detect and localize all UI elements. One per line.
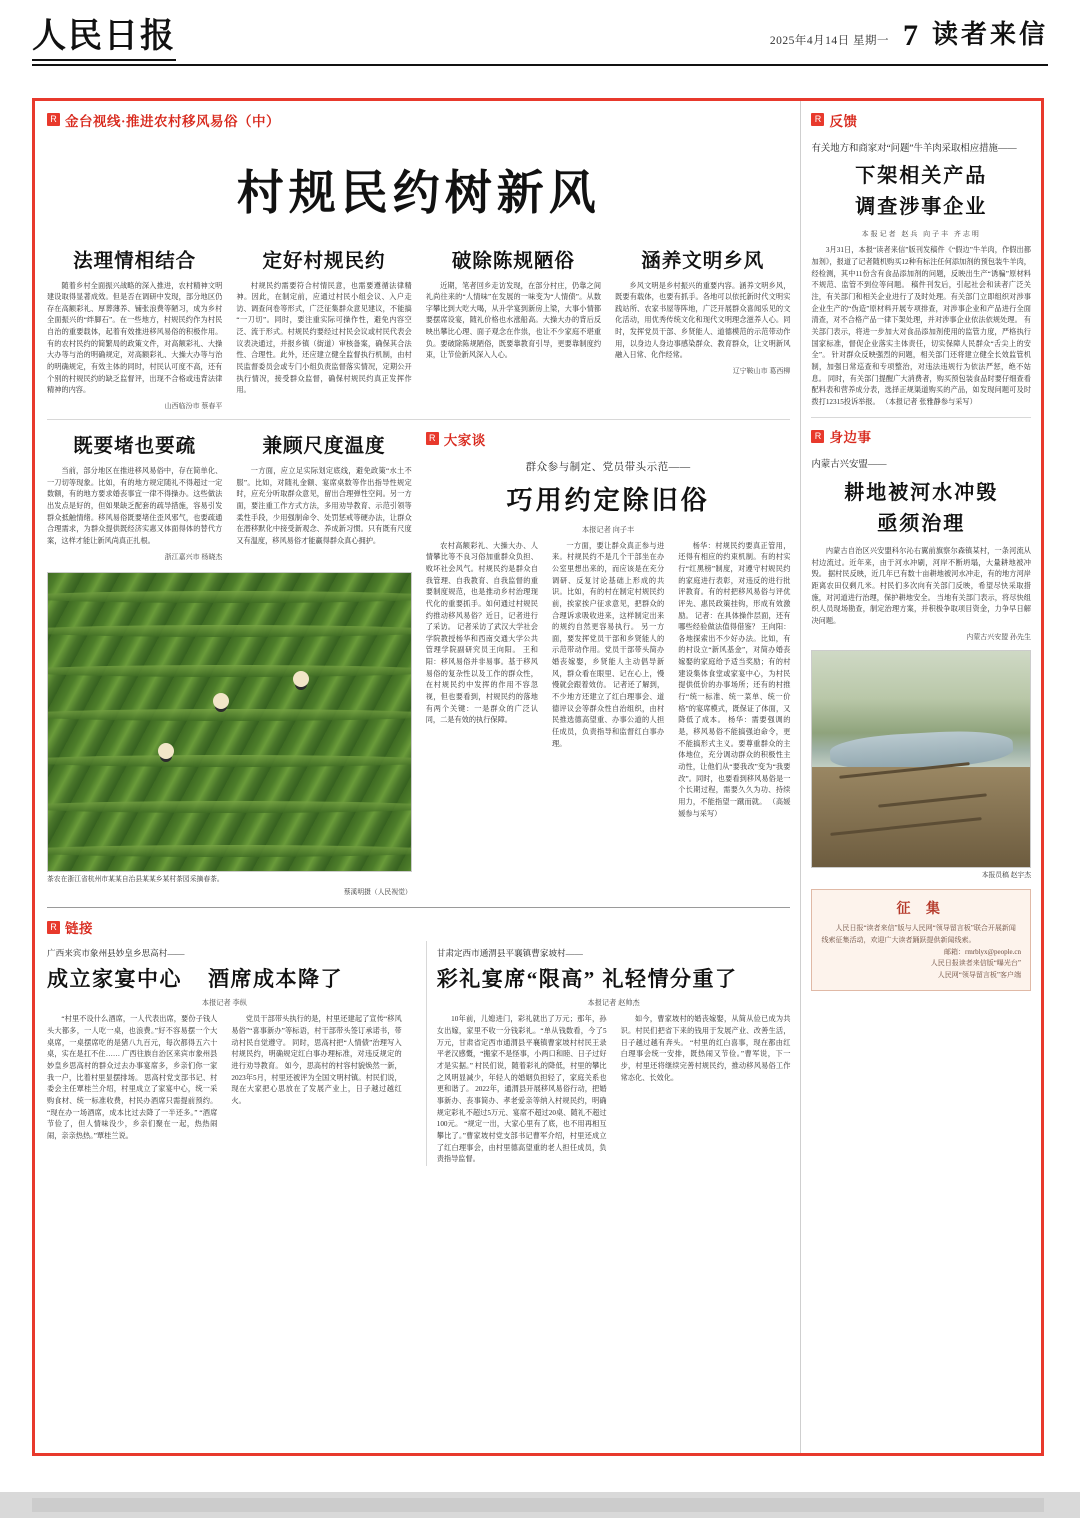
riverbank-shape [812,767,1030,866]
article-body: 一方面，应立足实际划定底线，避免政策“水土不服”。比如，对随礼金额、宴席桌数等作出指导性规定时，应充分听取群众意见，留出合理弹性空间。另一方面，要注重工作方式方法，多用劝导教育、示范引领等柔性手段，少用强制命令、处罚惩戒等硬办法，让群众在潜移默化中接受新观念、养成新习惯。只有既有尺度又有温度，移风易俗才能赢得群众真心拥护。 [236,467,412,545]
feedback-title-line2: 调查涉事企业 [855,196,988,219]
link-label: 链接 [65,921,93,937]
feedback-lead: 有关地方和商家对“问题”牛羊肉采取相应措施—— [811,143,1017,154]
article-body: 随着乡村全面振兴战略的深入推进，农村精神文明建设取得显著成效。但是否在调研中发现，部分地区仍存在高额彩礼、厚葬薄养、铺张浪费等陋习，成为乡村全面振兴的“绊脚石”。在一些地方，村规民约作为村民自治的重要载体，起着有效推进移风易俗的积极作用。有的农村民约的简繁局的政策文件，对高额彩礼、大操大办等与治的明确规定，对高额彩礼、大操大办等与治的明确规定，有效主体的同时，村民认可度不高，还有个别的村规民约的缺乏监督评，出现不合格或违背法律精神的内容。 [47,281,223,395]
feedback-byline: 本报记者 赵兵 向子丰 齐志明 [861,230,981,239]
issue-date: 2025年4月14日 星期一 [769,35,889,47]
article-cell [615,243,790,412]
newspaper-logo: 人民日报 [32,8,176,61]
article-body: 近期，笔者回乡走访发现，在部分村庄，仍靠之间礼尚往来的“人情味”在发展的一味变为“人情债”。从数字攀比到大吃大喝，从升学宴到新房上梁，大事小情都要摆席设宴，随礼价格也水涨船高。大操大办的背后反映出攀比心理、面子观念在作祟，也让不少家庭不堪重负。要破除陈规陋俗，既要靠教育引导，更要靠制度约束，让节俭新风深入人心。 [425,281,602,360]
photo-caption: 茶农在浙江省杭州市某某自治县某某乡某村茶园采摘春茶。 [47,875,224,883]
footer-bar [0,1492,1080,1518]
main-headline: 村规民约树新风 [236,167,601,220]
article-title: 既要堵也要疏 [73,436,197,458]
footer-inner [32,1498,1044,1512]
forum-column: 农村高额彩礼、大操大办、人情攀比等不良习俗加重群众负担、败坏社会风气。村规民约是群众自我管理、自我教育、自我监督的重要制度规范，也是推动乡村治理现代化的重要抓手。如何通过村规民约推动移风易俗？近日，记者进行了采访。 记者采访了武汉大学社会学院教授杨华和西南交通大学公共管理学院副研究员王向阳。 王和阳：移风易俗并非易事。基于移风易俗的复杂性以及工作的群众性，在村规民约中发挥的作用不容忽视，但也要看到，村规民约的落地有两个关键：一是群众的广泛认同，二是有效的执行保障。 [425,541,538,725]
link-title-pair [47,963,402,993]
nearby-flag [811,426,871,446]
link-flag [47,917,93,937]
article-title: 涵养文明乡风 [641,250,765,272]
article-cell [47,243,222,412]
link-byline: 本报记者 赵帅杰 [587,999,640,1008]
feedback-label: 反馈 [829,113,858,129]
article-title: 定好村规民约 [262,250,386,272]
flag-mark-icon: R [426,432,439,445]
article-byline: 浙江嘉兴市 杨晓杰 [164,552,223,561]
flag-mark-icon: R [811,113,824,126]
notice-contact-app: 人民网“领导留言板”客户端 [937,971,1021,980]
forum-title: 巧用约定除旧俗 [506,485,710,515]
nearby-body: 内蒙古自治区兴安盟科尔沁右翼前旗察尔森镇某村，一条河流从村边流过。近年来，由于河水冲刷，河岸不断坍塌，大量耕地被冲毁。 据村民反映，近几年已有数十亩耕地被河水冲走，有的地方河岸距离农田仅剩几米。村民们多次向有关部门反映，希望尽快采取措施，对河道进行治理，保护耕地安全。 当地有关部门表示，将尽快组织人员现场勘查，制定治理方案，并积极争取项目资金，力争早日解决问题。 [811,547,1031,626]
article-row-2a [47,428,412,562]
flag-mark-icon: R [47,113,60,126]
page-number: 7 [902,19,918,52]
link-body-column: “村里不设什么酒席，一人代表出席，要份子钱人头大都多，一人吃一桌，也浪费。”好不容易摆一个大桌席，一桌摆席吃的是猪八九百元，每次都得五六十桌，实在是扛不住…… 广西往族自治区来宾市象州县妙皇乡思高村的群众过去办事宴席多，乡亲们你一家我一户，比着村里显摆排场。 思高村党支部书记、村委会主任覃桂兰介绍，村里成立了家宴中心，统一采购食材、统一标准收费，村民办酒席只需提前预约。“现在办一场酒席，成本比过去降了一半还多。” “酒席节俭了，但人情味没少，乡亲们聚在一起，热热闹闹，亲亲热热。”覃桂兰说。 [47,1015,218,1140]
masthead-divider [32,64,1048,66]
riverbank-photo [811,650,1031,868]
article-body: 当前，部分地区在推进移风易俗中，存在简单化、一刀切等现象。比如，有的地方规定随礼不得超过一定数额，有的地方要求婚丧事宜一律不得操办。这些做法出发点是好的，但如果缺乏配套的疏导措施，容易引发群众抵触情绪。移风易俗既要堵住歪风邪气，也要疏通合理需求，为群众提供既经济实惠又体面得体的替代方案，这样才能让新风尚真正扎根。 [47,467,223,545]
forum-byline: 本报记者 向子丰 [582,525,635,534]
link-body-column: 10年前，儿媳进门，彩礼就出了万元；那年，孙女出嫁，家里不收一分钱彩礼。“单从钱数看，今了5万元，甘肃省定西市通渭县平襄镇曹家坡村村民王录平老汉感慨，“搬家不是怪事，小两口和睦、日子过好才是实据。” 村民们说，随着彩礼的降低，村里的攀比之风明显减少，年轻人的婚姻负担轻了，家庭关系也更和谐了。 2022年，通渭县开展移风易俗行动，把婚事新办、丧事简办、孝老爱亲等纳入村规民约，明确规定彩礼不超过5万元、宴席不超过20桌、随礼不超过100元。 “规定一出，大家心里有了底，也不用再相互攀比了。”曹家坡村党支部书记曹军介绍，村里还成立了红白理事会，由村里德高望重的老人担任成员，负责指导监督。 [436,1015,607,1164]
article-byline: 山西临汾市 蔡春平 [164,402,223,411]
notice-title: 征 集 [896,901,946,917]
section-name: 读者来信 [931,20,1048,49]
highlight-frame [32,98,1044,1456]
link-body-columns [47,1014,402,1142]
article-byline: 辽宁鞍山市 葛西柳 [732,367,791,376]
article-body: 乡风文明是乡村振兴的重要内容。涵养文明乡风，既要有载体，也要有抓手。各地可以依托新时代文明实践站所、农家书屋等阵地，广泛开展群众喜闻乐见的文化活动，用优秀传统文化和现代文明理念滋养人心。同时，发挥党员干部、乡贤能人、道德模范的示范带动作用，以身边人身边事感染群众、教育群众，让文明新风融入日常、化作经常。 [615,281,791,360]
feedback-flag [811,110,857,130]
link-byline: 本报记者 李纵 [201,999,247,1008]
link-item [426,941,791,1166]
feedback-body: 3月31日，本报“读者来信”版刊发稿件《“假边”牛羊肉，作假出都加剂》，报道了记者随机购买12种有标注任何添加剂的预包装牛羊肉，经检测，其中11份含有食品添加剂的问题，反映出生产“诱骗”原材料不规范、监管不到位等问题。 稿件刊发后，引起社会和读者广泛关注，有关部门和相关企业进行了及时处理。有关部门立即组织对涉事企业生产的“伪造”原材料开展专项排查，对涉事企业和产品进行全面清查，对不合格产品一律下架处理，并对涉事企业依法依规处理。 有关部门表示，将进一步加大对食品添加剂使用的监管力度，严格执行国家标准，督促企业落实主体责任，切实保障人民群众“舌尖上的安全”。 针对群众反映强烈的问题，相关部门还将建立健全长效监管机制，加强日常巡查和专项整治，对违法违规行为依法严惩，绝不姑息。 同时，有关部门提醒广大消费者，购买预包装食品时要仔细查看配料表和营养成分表，选择正规渠道购买的产品，如发现问题可及时拨打12315投诉举报。 （本报记者 张雅静参与采写） [811,246,1031,407]
divider [47,419,790,420]
call-for-submissions [811,889,1031,991]
left-column [35,101,801,1453]
forum-column: 杨华：村规民约要真正管用，还得有相应的约束机制。有的村实行“红黑榜”制度，对遵守村规民约的家庭进行表彰，对违反的进行批评教育。有的村把移风易俗与评优评先、惠民政策挂钩，形成有效激励。 记者：在具体操作层面，还有哪些经验做法值得借鉴？ 王向阳：各地探索出不少好办法。比如，有的村设立“新风基金”，对简办婚丧嫁娶的家庭给予适当奖励；有的村建设集体食堂或家宴中心，为村民提供低价的办事场所；还有的村推行“统一标准、统一菜单、统一价格”的宴席模式，既保证了体面，又降低了成本。 杨华：需要强调的是，移风易俗不能搞强迫命令，更不能搞形式主义。要尊重群众的主体地位，充分调动群众的积极性主动性，让他们从“要我改”变为“我要改”。同时，也要看到移风易俗是一个长期过程，需要久久为功、持续用力，不能指望一蹴而就。 （高媛媛参与采写） [678,541,791,818]
notice-body: 人民日报“读者来信”版与人民网“领导留言板”联合开展新闻线索征集活动，欢迎广大读者踊跃提供新闻线索。 [821,923,1016,944]
link-item [47,941,412,1166]
kicker-flag [47,110,280,130]
link-title-a: 成立家宴中心 [47,967,182,992]
masthead [18,0,1062,62]
article-cell [426,243,601,412]
notice-contact-column: 人民日报读者来信版“曝光台” [930,959,1021,968]
article-title: 破除陈规陋俗 [451,250,575,272]
link-section [47,917,790,1166]
nearby-label: 身边事 [829,430,872,446]
nearby-title-line1: 耕地被河水冲毁 [844,482,999,505]
forum-lead: 群众参与制定、党员带头示范—— [525,461,691,473]
article-cell [236,243,411,412]
forum-column: 一方面，要让群众真正参与进来。村规民约不是几个干部坐在办公室里想出来的，而应该是在充分调研、反复讨论基础上形成的共识。比如，有的村在制定村规民约前，挨家挨户征求意见，把群众的合理诉求吸收进来，这样制定出来的规约自然更容易执行。 另一方面，要发挥党员干部和乡贤能人的示范带动作用。党员干部带头简办婚丧嫁娶，乡贤能人主动倡导新风，群众看在眼里、记在心上，慢慢就会跟着效仿。 记者还了解到，不少地方还建立了红白理事会、道德评议会等群众性自治组织，由村民推选德高望重、办事公道的人担任成员，负责指导和监督红白事办理。 [551,541,665,748]
tea-field-photo-block [47,572,412,896]
divider [811,417,1031,418]
forum-columns [426,541,791,821]
article-title: 法理情相结合 [73,250,197,272]
nearby-sign: 内蒙古兴安盟 孙先生 [966,632,1031,641]
link-title-b: 酒席成本降了 [208,967,343,992]
feedback-title-line1: 下架相关产品 [855,165,988,188]
right-column [801,101,1041,1453]
article-row-1 [47,243,790,412]
article-cell [236,428,411,562]
article-cell [47,428,222,562]
photo-credit: 蔡溪明摄（人民视觉） [343,888,412,896]
nearby-photo-caption: 本报员稿 赵宇杰 [981,871,1031,879]
link-location: 甘肃定西市通渭县平襄镇曹家坡村—— [436,948,583,959]
nearby-lead: 内蒙古兴安盟—— [811,460,887,471]
article-row-2 [47,428,790,898]
link-body-column: 党员干部带头执行的是，村里还建起了宣传“移风易俗”“喜事新办”等标语，村干部带头签订承诺书，带动村民自觉遵守。 同时，思高村把“人情债”治理写入村规民约，明确规定红白事办理标准，对违反规定的进行劝导教育。 如今，思高村的村容村貌焕然一新，2023年5月，村里还被评为全国文明村镇。村民们说，现在大家把心思放在了发展产业上，日子越过越红火。 [231,1015,402,1105]
link-items [47,941,790,1166]
river-shape [829,728,1013,772]
link-location: 广西来宾市象州县妙皇乡思高村—— [47,948,185,959]
link-body-column: 如今，曹家坡村的婚丧嫁娶，从简从俭已成为共识。村民们把省下来的钱用于发展产业、改善生活，日子越过越有奔头。 “村里的红白喜事，现在都由红白理事会统一安排，既热闹又节俭。”曹军说，下一步，村里还将继续完善村规民约，推动移风易俗工作常态化、长效化。 [620,1015,791,1082]
forum-label: 大家谈 [443,432,486,448]
masthead-right [770,14,1048,54]
divider [47,907,790,908]
article-body: 村规民约需要符合村情民意，也需要遵循法律精神。因此，在制定前，应通过村民小组会议、入户走访、调查问卷等形式，广泛征集群众意见建议，不能搞“一刀切”。同时，要注重实际可操作性，避免内容空泛、流于形式。村规民约要经过村民会议或村民代表会议表决通过，并报乡镇（街道）审核备案，确保其合法性、合理性。此外，还应建立健全监督执行机制，由村民监督委员会或专门小组负责监督落实情况，定期公开执行情况，接受群众监督，确保村规民约真正发挥作用。 [236,281,412,395]
forum-flag [426,429,486,449]
kicker-label: 金台视线·推进农村移风易俗（中） [65,113,281,129]
flag-mark-icon: R [47,921,60,934]
notice-contact-email[interactable]: 邮箱：rmrblyx@people.cn [943,947,1021,956]
link-title: 彩礼宴席“限高” 礼轻情分重了 [436,967,738,992]
tea-field-photo [47,572,412,872]
link-body-columns [437,1014,791,1166]
nearby-title-line2: 亟须治理 [877,513,966,536]
article-title: 兼顾尺度温度 [262,436,386,458]
left-half [47,428,412,898]
forum-block [426,428,791,898]
flag-mark-icon: R [811,430,824,443]
